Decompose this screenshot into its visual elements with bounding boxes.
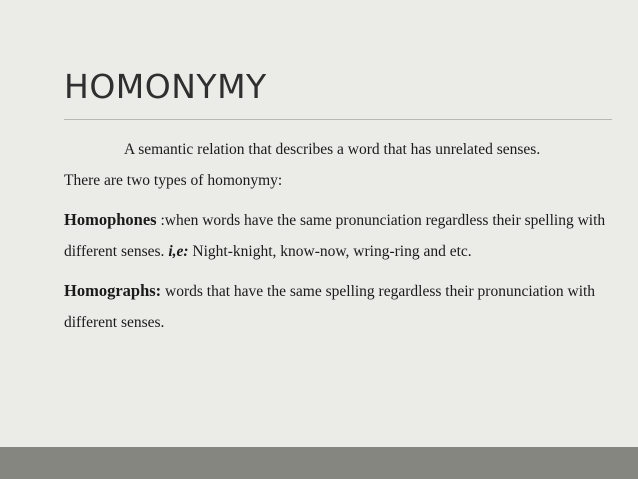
homographs-definition: words that have the same spelling regardless their pronunciation with different senses. xyxy=(64,283,596,331)
homophones-example-label: i,e: xyxy=(168,243,189,260)
title-divider xyxy=(64,119,612,120)
slide-body xyxy=(64,134,610,338)
homophones-paragraph xyxy=(64,204,610,267)
homophones-examples: Night-knight, know-now, wring-ring and etc. xyxy=(188,243,472,260)
footer-band xyxy=(0,447,638,479)
homographs-term: Homographs: xyxy=(64,281,162,300)
homographs-paragraph xyxy=(64,275,610,338)
homophones-term: Homophones xyxy=(64,210,157,229)
slide-title: HOMONYMY xyxy=(64,67,267,106)
intro-types-line: There are two types of homonymy: xyxy=(64,172,283,189)
intro-definition: A semantic relation that describes a word that has unrelated senses. xyxy=(124,141,541,158)
homophones-definition: :when words have the same pronunciation regardless their spelling with different senses. xyxy=(64,212,606,260)
